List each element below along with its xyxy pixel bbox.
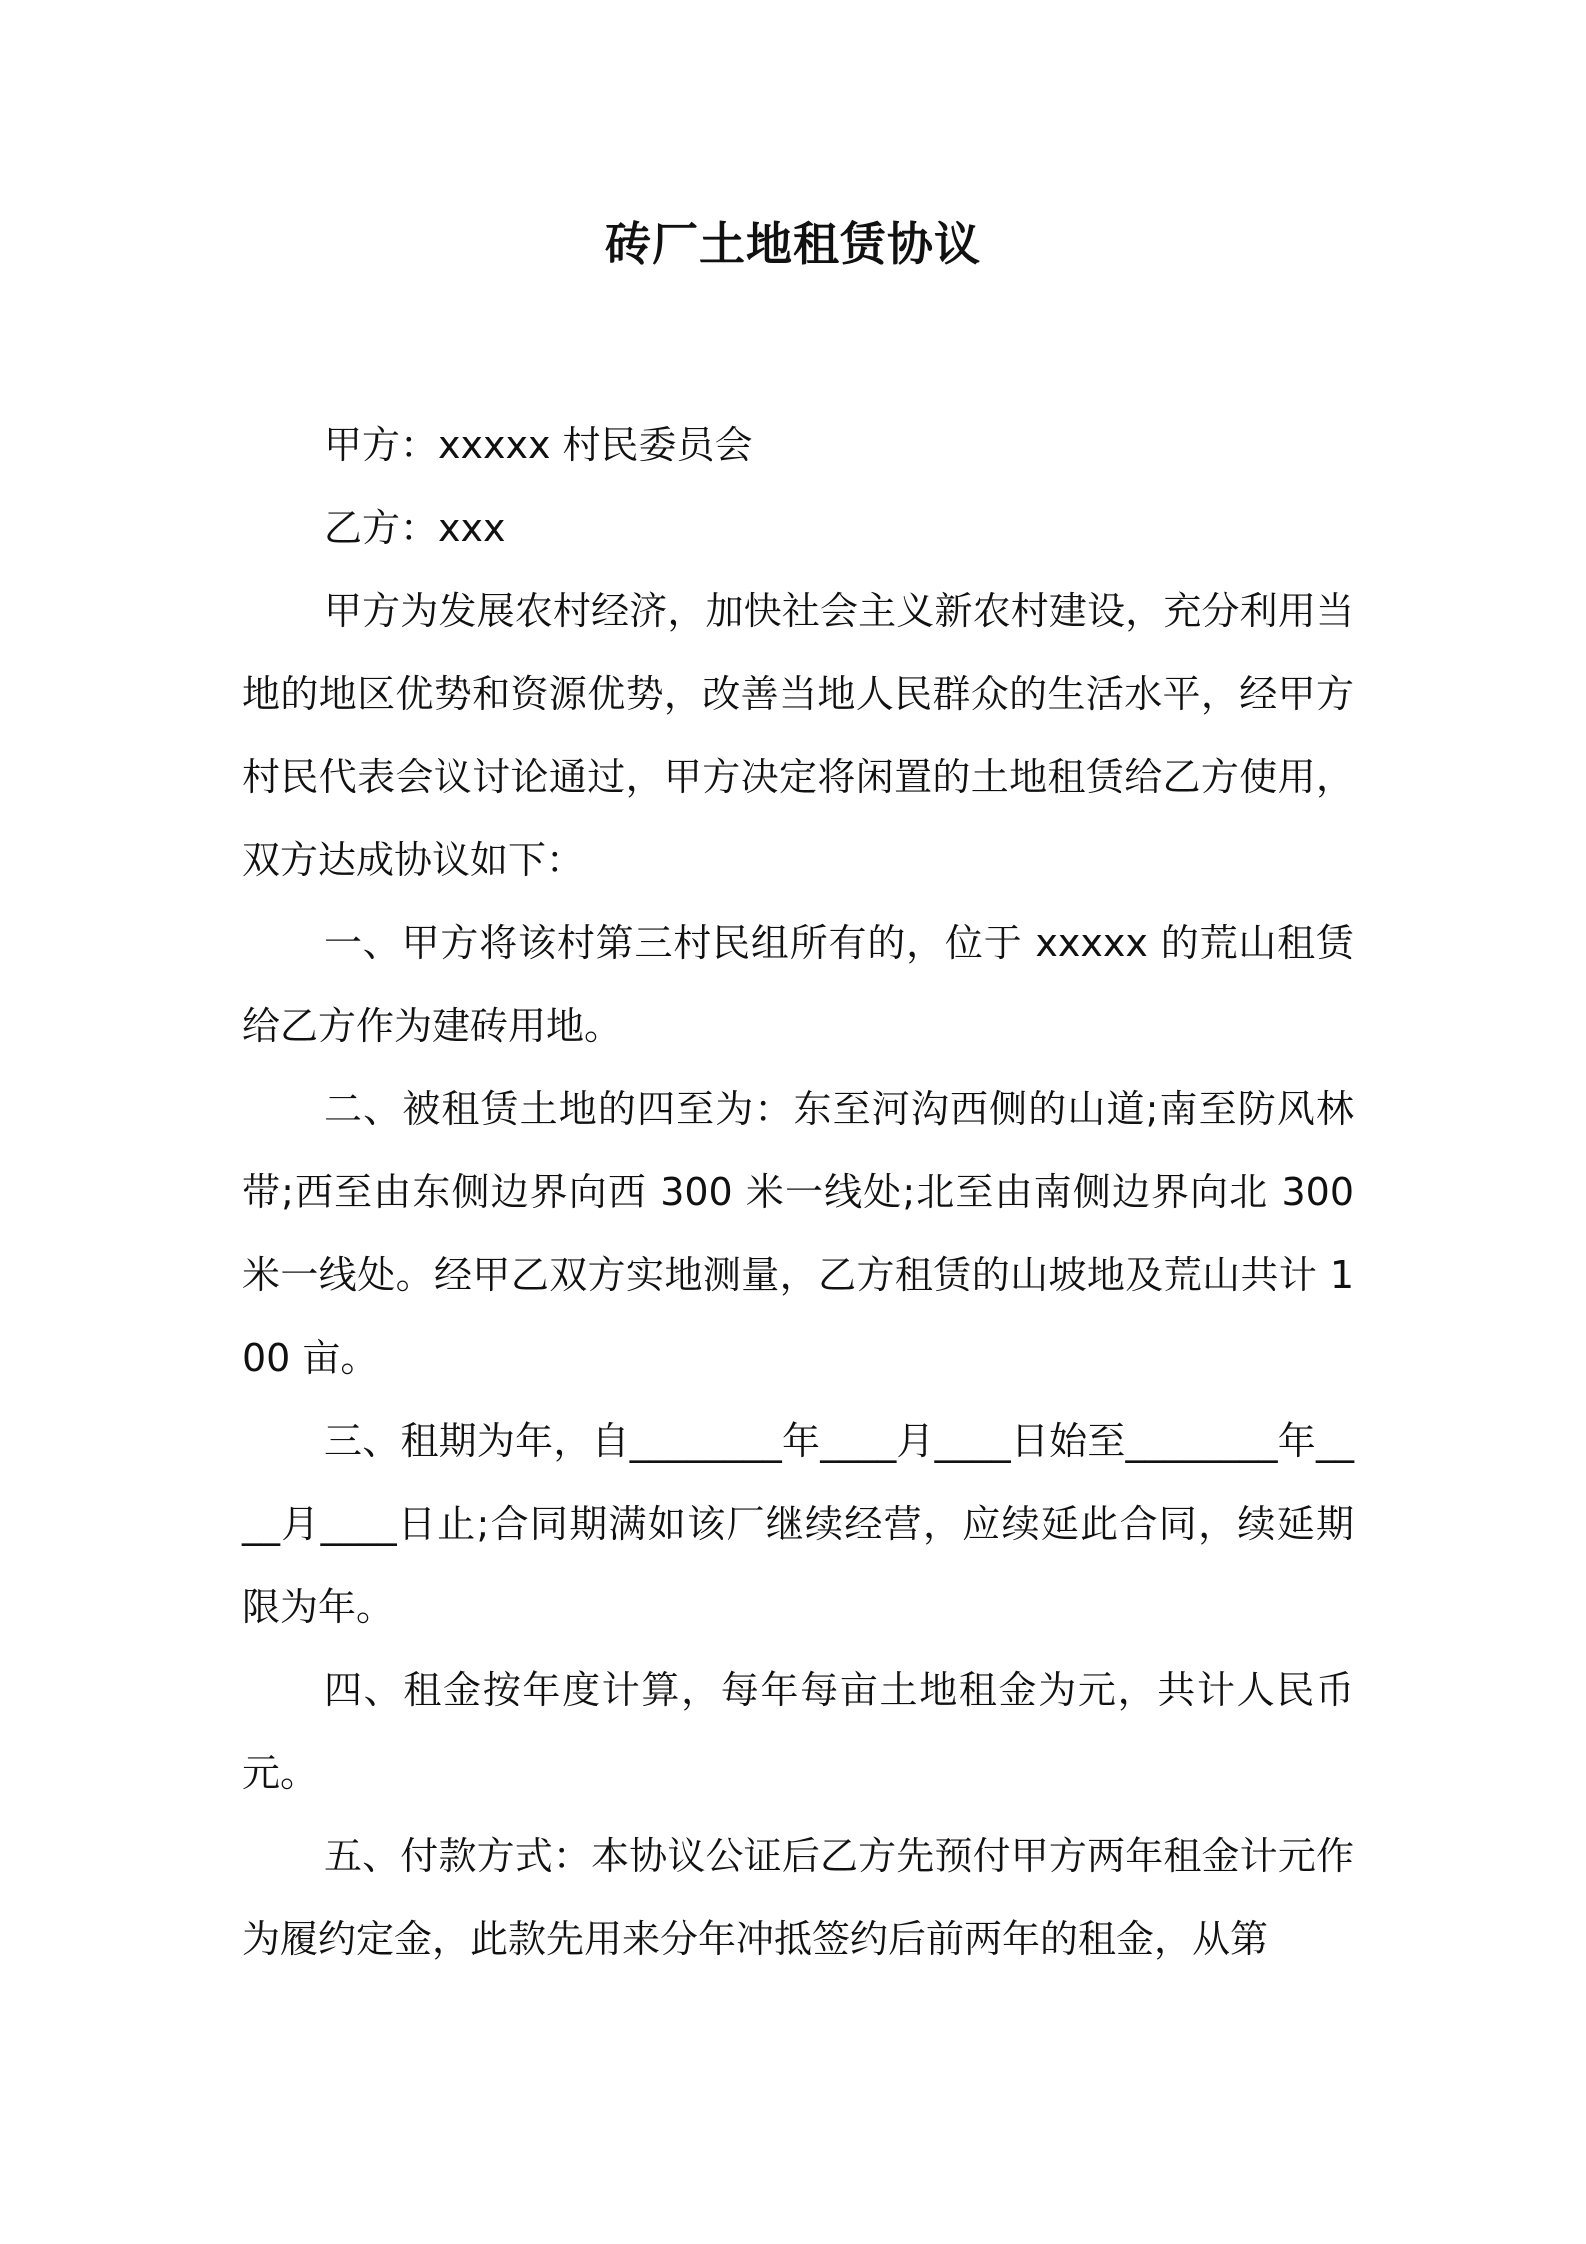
preamble-paragraph: 甲方为发展农村经济，加快社会主义新农村建设，充分利用当地的地区优势和资源优势，改善当地人民群众的生活水平，经甲方村民代表会议讨论通过，甲方决定将闲置的土地租赁给乙方使用，双方达成协议如下： [242, 589, 1354, 882]
party-b-line: 乙方：xxx [324, 506, 506, 550]
document-title: 砖厂土地租赁协议 [605, 217, 981, 271]
clause-1: 一、甲方将该村第三村民组所有的，位于 xxxxx 的荒山租赁给乙方作为建砖用地。 [242, 921, 1354, 1048]
clause-4: 四、租金按年度计算，每年每亩土地租金为元，共计人民币元。 [242, 1668, 1354, 1795]
clause-5: 五、付款方式：本协议公证后乙方先预付甲方两年租金计元作为履约定金，此款先用来分年冲抵签约后前两年的租金，从第 [242, 1834, 1354, 1961]
party-a-line: 甲方：xxxxx 村民委员会 [324, 423, 753, 467]
clause-3: 三、租期为年，自________年____月____日始至________年____月____日止;合同期满如该厂继续经营，应续延此合同，续延期限为年。 [242, 1419, 1354, 1629]
clause-2: 二、被租赁土地的四至为：东至河沟西侧的山道;南至防风林带;西至由东侧边界向西 300 米一线处;北至由南侧边界向北 300 米一线处。经甲乙双方实地测量，乙方租赁的山坡地及荒山共计 100 亩。 [242, 1087, 1354, 1380]
document-body [242, 404, 1354, 1981]
